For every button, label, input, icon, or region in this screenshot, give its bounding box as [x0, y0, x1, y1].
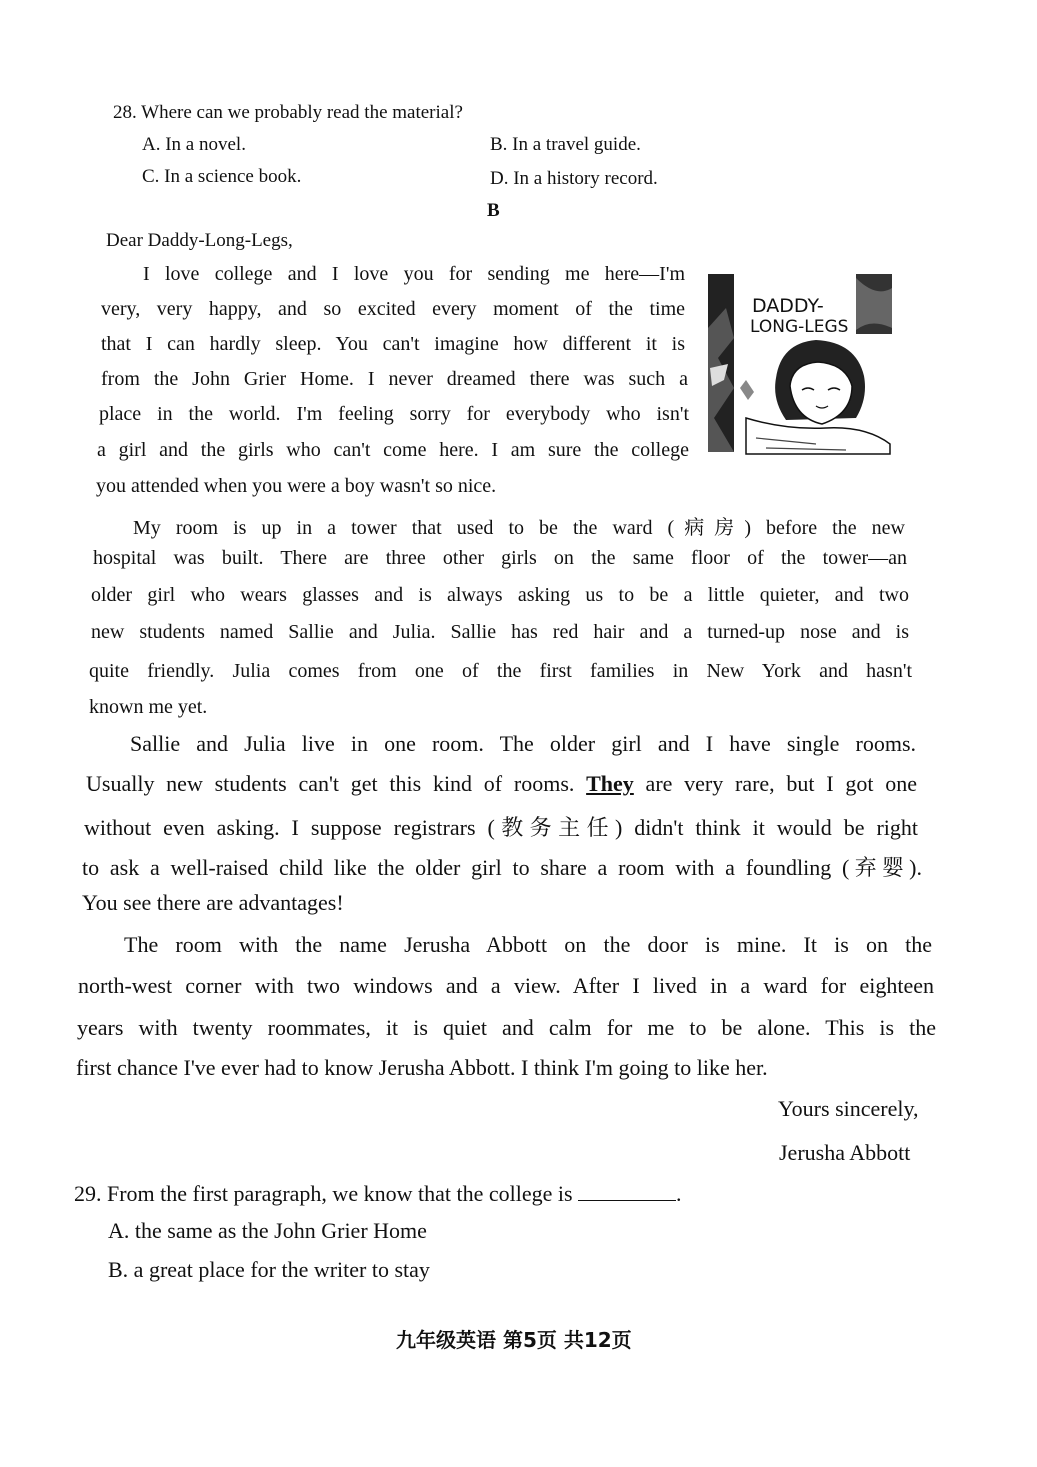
closing: Yours sincerely, — [778, 1096, 919, 1121]
q29-option-b: B. a great place for the writer to stay — [108, 1257, 430, 1282]
p2-line: quite friendly. Julia comes from one of the first families in New York and hasn't — [89, 660, 912, 682]
p3-line — [86, 771, 917, 797]
p3-line: Sallie and Julia live in one room. The older girl and I have single rooms. — [130, 731, 916, 756]
p4-line: first chance I've ever had to know Jerusha Abbott. I think I'm going to like her. — [76, 1055, 768, 1080]
p3-line: to ask a well-raised child like the older girl to share a room with a foundling (弃婴). — [82, 855, 922, 880]
q29-stem — [74, 1181, 682, 1207]
q29-option-a: A. the same as the John Grier Home — [108, 1218, 427, 1243]
p1-line: that I can hardly sleep. You can't imagine how different it is — [101, 333, 685, 355]
answer-blank — [578, 1182, 676, 1201]
underlined-word-they: They — [586, 771, 634, 796]
q29-stem-end: . — [676, 1181, 682, 1206]
p2-line: new students named Sallie and Julia. Sallie has red hair and a turned-up nose and is — [91, 621, 909, 643]
p1-line: very, very happy, and so excited every moment of the time — [101, 298, 685, 320]
p4-line: north-west corner with two windows and a view. After I lived in a ward for eighteen — [78, 973, 934, 998]
p1-line: place in the world. I'm feeling sorry for everybody who isn't — [99, 403, 689, 425]
p3-line: without even asking. I suppose registrars (教务主任) didn't think it would be right — [84, 815, 918, 840]
q28-option-a: A. In a novel. — [142, 134, 246, 155]
p3-line: You see there are advantages! — [82, 890, 344, 915]
salutation: Dear Daddy-Long-Legs, — [106, 230, 293, 251]
q28-option-c: C. In a science book. — [142, 166, 302, 187]
signature: Jerusha Abbott — [779, 1140, 911, 1165]
page-footer: 九年级英语 第5页 共12页 — [396, 1328, 632, 1352]
p2-line: hospital was built. There are three other girls on the same floor of the tower—an — [93, 547, 907, 569]
p2-line: known me yet. — [89, 696, 208, 718]
p1-line: I love college and I love you for sending me here—I'm — [143, 263, 685, 285]
section-label: B — [487, 200, 500, 221]
q28-option-b: B. In a travel guide. — [490, 134, 641, 155]
p1-line: a girl and the girls who can't come here. I am sure the college — [97, 439, 689, 461]
p3-text: Usually new students can't get this kind of rooms. — [86, 771, 587, 796]
q28-option-d: D. In a history record. — [490, 168, 658, 189]
q28-stem: 28. Where can we probably read the material? — [113, 102, 463, 123]
p2-line: older girl who wears glasses and is always asking us to be a little quieter, and two — [91, 584, 909, 606]
q29-stem-text: 29. From the first paragraph, we know that the college is — [74, 1181, 573, 1206]
book-cover-illustration — [706, 268, 894, 458]
p1-line: you attended when you were a boy wasn't so nice. — [96, 475, 497, 497]
p3-text: are very rare, but I got one — [633, 771, 917, 796]
p4-line: The room with the name Jerusha Abbott on the door is mine. It is on the — [124, 932, 932, 957]
p4-line: years with twenty roommates, it is quiet and calm for me to be alone. This is the — [77, 1015, 936, 1040]
p1-line: from the John Grier Home. I never dreamed there was such a — [101, 368, 688, 390]
cover-title-line1: DADDY- — [752, 295, 824, 317]
cover-title-line2: LONG-LEGS — [750, 317, 849, 337]
p2-line: My room is up in a tower that used to be the ward (病房) before the new — [133, 517, 905, 539]
